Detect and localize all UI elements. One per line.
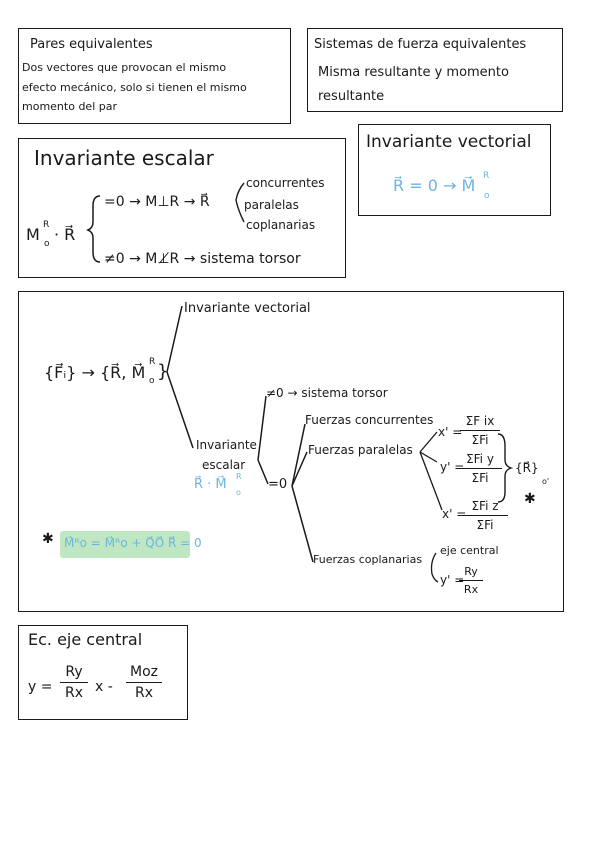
vectorial-formula-sup: R [483,171,490,181]
eje-central-title: Ec. eje central [28,630,143,649]
eje-central-f2-denominator: Rx [134,685,153,701]
branch-line-neq [258,396,266,460]
branch-line-eq [258,460,268,484]
eje-central-fraction-2 [126,664,162,701]
branch-line-coplanarias [292,486,313,562]
eje-central-f2-numerator: Moz [130,664,158,680]
note-formula: M⃗ᴿo = M⃗ᴿo + Q⃗O⃗ R⃗ = 0 [64,536,202,550]
z-prime-numerator: ΣFi z [471,499,499,513]
z-prime-denominator: ΣFi [476,518,494,532]
escalar-case-zero: =0 → M⊥R → R⃗ [104,194,210,210]
branch-line-z [420,452,442,510]
escalar-lhs-sup: R [43,220,50,230]
x-prime-numerator: ΣF ix [465,414,495,428]
y2-prime-numerator: Ry [464,565,478,578]
x-prime-lhs: x' = [438,425,463,439]
z-prime-fraction [462,499,508,532]
y-prime-bar [458,468,502,469]
pares-equivalentes-line3: momento del par [22,100,117,113]
z-prime-lhs: x' = [442,507,467,521]
fuerzas-coplanarias-label: Fuerzas coplanarias [313,553,423,566]
x-prime-fraction [460,414,500,447]
eje-central-middle: x - [95,679,113,695]
branch-escalar-label-2: escalar [202,458,246,472]
neq-zero-label: ≠0 → sistema torsor [266,386,388,400]
brace-result: {R⃗} [515,461,539,475]
escalar-case-nonzero: ≠0 → M⊥̸R → sistema torsor [104,251,301,267]
branch-line-escalar [167,372,193,448]
y-prime-fraction [458,452,502,485]
tree-start-sup: R [149,357,156,367]
brace-result-sub: o' [542,477,550,486]
escalar-blue-formula: R⃗ · M⃗ [194,477,227,492]
eje-central-fraction-1 [60,664,88,701]
note-star-icon: ✱ [42,531,54,547]
y2-prime-denominator: Rx [463,583,479,596]
y-prime-numerator: ΣFi y [466,452,494,466]
eje-central-f1-numerator: Ry [65,664,83,680]
fuerzas-paralelas-label: Fuerzas paralelas [308,443,413,457]
branch-line-concurrentes [292,424,305,486]
pares-equivalentes-title: Pares equivalentes [30,37,153,52]
z-prime-bar [462,515,508,516]
eje-central-y-lhs: y = [28,679,53,695]
tree-start: {F⃗ᵢ} → {R⃗, M⃗ [44,363,146,382]
escalar-option-concurrentes: concurrentes [246,176,325,190]
branch-escalar-label-1: Invariante [196,438,257,452]
sistemas-equivalentes-line1: Misma resultante y momento [318,65,509,80]
y2-prime-lhs: y' = [440,573,465,587]
sistemas-equivalentes-line2: resultante [318,89,385,104]
pares-equivalentes-line2: efecto mecánico, solo si tienen el mismo [22,81,247,94]
pares-equivalentes-line1: Dos vectores que provocan el mismo [22,61,227,74]
escalar-lhs-sub: o [44,239,50,249]
escalar-option-coplanarias: coplanarias [246,218,316,232]
escalar-lhs-m: M [26,225,40,244]
eje-central-f1-denominator: Rx [64,685,83,701]
y2-prime-fraction [459,565,483,596]
sistemas-equivalentes-title: Sistemas de fuerza equivalentes [314,37,527,52]
fuerzas-concurrentes-label: Fuerzas concurrentes [305,413,434,427]
star-marker-icon: ✱ [524,491,536,507]
vectorial-formula: R⃗ = 0 → M⃗ [393,176,476,195]
tree-start-sub: o [149,376,155,386]
eje-central-label: eje central [440,544,499,557]
escalar-blue-sup: R [236,472,242,481]
branch-line-paralelas [292,452,307,486]
branch-line-x [420,432,437,452]
tree-start-close: } [157,361,169,382]
eje-central-f1-bar [60,682,88,683]
branch-line-vectorial [167,306,182,372]
escalar-blue-sub: o [236,488,241,497]
x-prime-bar [460,430,500,431]
eq-zero-label: =0 [268,477,288,492]
coplanarias-brace [432,553,439,582]
y-prime-lhs: y' = [440,460,465,474]
escalar-cases-brace [88,196,100,262]
escalar-options-brace [236,183,244,222]
y2-prime-bar [459,580,483,581]
x-prime-denominator: ΣFi [471,433,489,447]
escalar-lhs-dot-r: · R⃗ [54,225,76,244]
vectorial-formula-sub: o [484,191,490,201]
invariante-escalar-title: Invariante escalar [34,146,214,170]
y-prime-denominator: ΣFi [471,471,489,485]
branch-vectorial-label: Invariante vectorial [184,301,311,316]
invariante-vectorial-title: Invariante vectorial [366,132,532,152]
eje-central-f2-bar [126,682,162,683]
escalar-option-paralelas: paralelas [244,198,299,212]
